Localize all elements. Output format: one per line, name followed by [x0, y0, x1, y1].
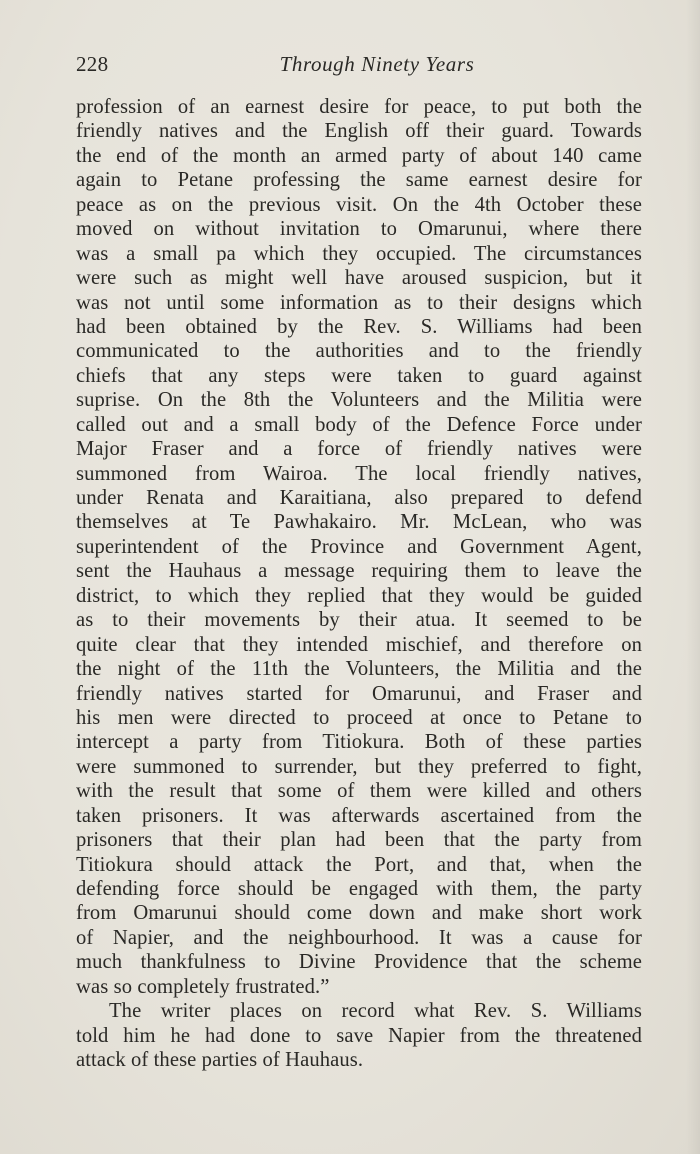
- text-line: summoned from Wairoa. The local friendly natives,: [76, 462, 642, 485]
- body-text: [76, 95, 642, 1073]
- text-line: communicated to the authorities and to the friendly: [76, 340, 642, 363]
- text-line: profession of an earnest desire for peace, to put both the: [76, 96, 642, 118]
- text-line: friendly natives started for Omarunui, and Fraser and: [76, 682, 642, 705]
- text-line: quite clear that they intended mischief, and therefore on: [76, 633, 642, 656]
- text-line: were such as might well have aroused suspicion, but it: [76, 267, 642, 290]
- text-line: from Omarunui should come down and make short work: [76, 902, 642, 925]
- page-edge-shadow: [686, 0, 700, 1154]
- text-line: under Renata and Karaitiana, also prepared to defend: [76, 487, 642, 509]
- text-line: peace as on the previous visit. On the 4th October these: [76, 193, 642, 216]
- text-line: Titiokura should attack the Port, and that, when the: [76, 853, 642, 876]
- text-line: sent the Hauhaus a message requiring them to leave the: [76, 560, 642, 583]
- running-title: Through Ninety Years: [279, 52, 475, 76]
- text-line: told him he had done to save Napier from the threatened: [76, 1024, 642, 1047]
- text-line: much thankfulness to Divine Providence that the scheme: [76, 951, 642, 974]
- text-line: chiefs that any steps were taken to guard against: [76, 364, 642, 387]
- text-line: was so completely frustrated.”: [76, 975, 330, 998]
- text-line: had been obtained by the Rev. S. Williams had been: [76, 315, 642, 338]
- text-line: attack of these parties of Hauhaus.: [76, 1049, 364, 1072]
- text-line: prisoners that their plan had been that the party from: [76, 829, 642, 852]
- text-line: again to Petane professing the same earnest desire for: [76, 169, 642, 192]
- text-line: the end of the month an armed party of about 140 came: [76, 144, 642, 167]
- page-number: 228: [76, 52, 109, 76]
- text-line: as to their movements by their atua. It seemed to be: [76, 609, 642, 632]
- text-line: of Napier, and the neighbourhood. It was a cause for: [76, 926, 642, 949]
- text-line: was not until some information as to their designs which: [76, 291, 642, 314]
- text-line: Major Fraser and a force of friendly natives were: [76, 438, 642, 461]
- text-line: was a small pa which they occupied. The circumstances: [76, 242, 642, 265]
- text-line: the night of the 11th the Volunteers, the Militia and the: [76, 658, 642, 681]
- text-line: superintendent of the Province and Government Agent,: [76, 535, 642, 558]
- text-line: intercept a party from Titiokura. Both of these parties: [76, 731, 642, 754]
- text-line: with the result that some of them were killed and others: [76, 780, 642, 803]
- text-line: themselves at Te Pawhakairo. Mr. McLean, who was: [76, 511, 642, 534]
- text-line: taken prisoners. It was afterwards ascertained from the: [76, 804, 642, 827]
- page-header: [76, 52, 642, 84]
- text-line: defending force should be engaged with them, the party: [76, 878, 642, 900]
- paragraph-start-line: The writer places on record what Rev. S. Williams: [109, 1000, 642, 1023]
- text-line: called out and a small body of the Defence Force under: [76, 413, 642, 436]
- text-line: friendly natives and the English off their guard. Towards: [76, 120, 642, 143]
- text-line: his men were directed to proceed at once to Petane to: [76, 706, 642, 729]
- text-line: moved on without invitation to Omarunui, where there: [76, 218, 642, 241]
- text-line: were summoned to surrender, but they preferred to fight,: [76, 755, 642, 778]
- text-line: district, to which they replied that they would be guided: [76, 584, 642, 607]
- text-line: suprise. On the 8th the Volunteers and the Militia were: [76, 389, 642, 412]
